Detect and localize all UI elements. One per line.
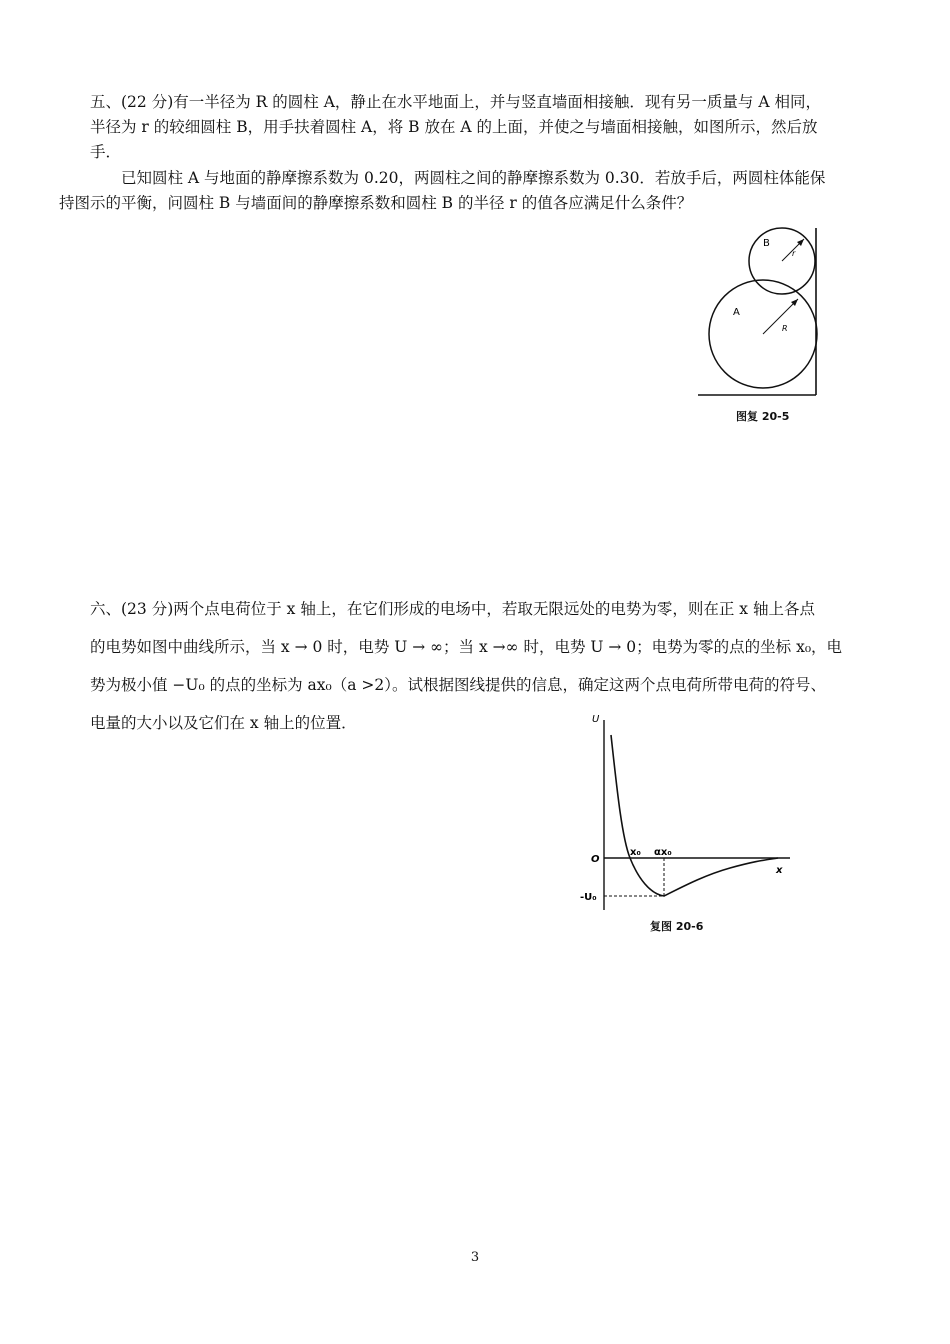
potential-figure [580, 710, 800, 935]
cylinders-figure [690, 225, 830, 430]
problem6-line4: 电量的大小以及它们在 x 轴上的位置． [90, 714, 357, 732]
problem6-line1: 六、(23 分)两个点电荷位于 x 轴上，在它们形成的电场中，若取无限远处的电势为零，则在正 x 轴上各点 [90, 600, 815, 618]
label-a: A [733, 307, 740, 318]
problem5-line1: 五、(22 分)有一半径为 R 的圆柱 A，静止在水平地面上，并与竖直墙面相接触．现有另一质量与 A 相同， [90, 93, 821, 111]
x0-label: x₀ [630, 847, 641, 858]
problem5-statement [90, 90, 865, 165]
radius-r-line [763, 299, 798, 334]
label-small-r: r [792, 249, 796, 258]
problem5-para2b: 持图示的平衡，问圆柱 B 与墙面间的静摩擦系数和圆柱 B 的半径 r 的值各应满足什么条件？ [59, 194, 693, 212]
problem5-para2a: 已知圆柱 A 与地面的静摩擦系数为 0.20，两圆柱之间的静摩擦系数为 0.30．若放手后，两圆柱体能保 [121, 169, 826, 187]
page-number: 3 [470, 1250, 480, 1265]
potential-diagram [580, 710, 800, 915]
label-b: B [763, 238, 770, 249]
problem6-line2: 的电势如图中曲线所示，当 x → 0 时，电势 U → ∞；当 x →∞ 时，电势 U → 0；电势为零的点的坐标 x₀，电 [90, 638, 843, 656]
label-big-r: R [782, 324, 788, 333]
problem5-conditions [59, 166, 865, 216]
neg-u0-label: -U₀ [580, 892, 597, 903]
cylinders-diagram [690, 225, 830, 430]
problem6-line3: 势为极小值 −U₀ 的点的坐标为 ax₀（a >2）。试根据图线提供的信息，确定这两个点电荷所带电荷的符号、 [90, 676, 827, 694]
problem5-line2: 半径为 r 的较细圆柱 B，用手扶着圆柱 A，将 B 放在 A 的上面，并使之与墙面相接触，如图所示，然后放 [90, 118, 818, 136]
ax0-label: αx₀ [654, 847, 672, 858]
y-axis-label: U [592, 714, 600, 725]
figure-caption-20-5: 图复 20-5 [736, 410, 790, 423]
figure-caption-20-6: 复图 20-6 [650, 920, 704, 933]
origin-label: O [591, 854, 600, 865]
problem5-line3: 手． [90, 143, 122, 161]
potential-curve [611, 735, 778, 896]
x-axis-label: x [776, 865, 783, 876]
